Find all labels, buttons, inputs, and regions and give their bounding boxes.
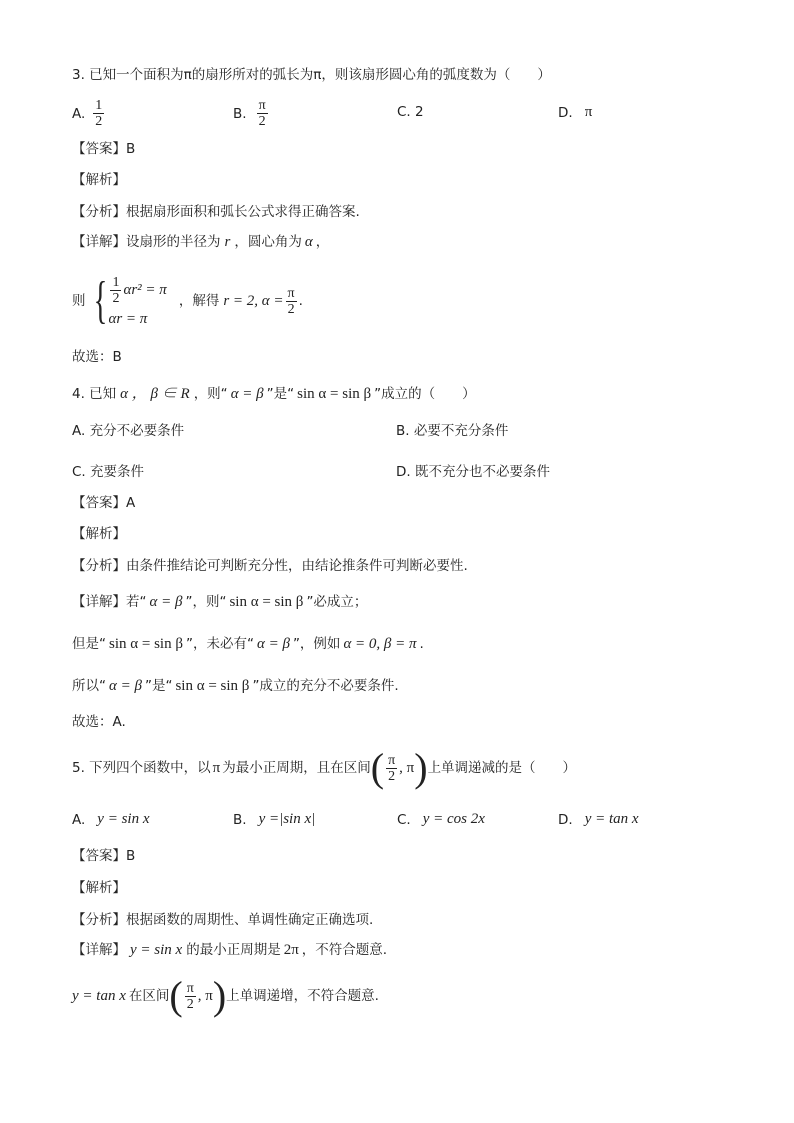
q3-detail: 【详解】设扇形的半径为 r ，圆心角为 α ，	[72, 234, 330, 250]
q3-system: 则 { $\frac{1}{2}$ αr² = π αr = π ，解得 r = 2, α = $\frac{\pi}{2}$ .	[72, 272, 303, 329]
q4-conclusion: 故选：A.	[72, 714, 126, 730]
q4-analysis: 【分析】由条件推结论可判断充分性，由结论推条件可判断必要性.	[72, 558, 468, 574]
q4-detail-2: 但是“ sin α = sin β ”，未必有“ α = β ”，例如 α = 0, β = π .	[72, 636, 424, 652]
q3-option-d: D. π	[558, 104, 593, 121]
q5-answer: 【答案】B	[72, 848, 136, 864]
equation-system: { $\frac{1}{2}$ αr² = π αr = π	[93, 272, 167, 329]
q4-option-a: A. 充分不必要条件	[72, 423, 185, 439]
q3-answer: 【答案】B	[72, 141, 136, 157]
q5-option-d: D. y = tan x	[558, 811, 639, 828]
q5-detail-1: 【详解】 y = sin x 的最小正周期是 2π ，不符合题意.	[72, 942, 388, 958]
q5-analysis-title: 【解析】	[72, 880, 126, 896]
q5-analysis: 【分析】根据函数的周期性、单调性确定正确选项.	[72, 912, 374, 928]
q3-option-b: B. $\frac{\pi}{2}$	[233, 98, 266, 129]
q3-stem: 3. 已知一个面积为π的扇形所对的弧长为π，则该扇形圆心角的弧度数为（ ）	[72, 67, 551, 83]
q3-conclusion: 故选：B	[72, 349, 122, 365]
q3-analysis-title: 【解析】	[72, 172, 126, 188]
q3-option-c: C. 2	[397, 104, 424, 120]
q4-stem: 4. 已知 α ， β ∈ R ，则“ α = β ”是“ sin α = sin β ”成立的（ ）	[72, 386, 476, 402]
q5-stem: 5. 下列四个函数中，以 π 为最小正周期，且在区间 ( $\frac{\pi}{2}$ , π ) 上单调递减的是（ ）	[72, 745, 577, 790]
q5-option-a: A. y = sin x	[72, 811, 150, 828]
q4-detail-1: 【详解】若“ α = β ”，则“ sin α = sin β ”必成立；	[72, 594, 368, 610]
q4-option-d: D. 既不充分也不必要条件	[396, 464, 550, 480]
q4-option-b: B. 必要不充分条件	[396, 423, 509, 439]
q5-option-b: B. y =|sin x|	[233, 811, 316, 828]
q3-option-a: A. $\frac{1}{2}$	[72, 98, 103, 129]
q4-answer: 【答案】A	[72, 495, 136, 511]
q5-detail-2: y = tan x 在区间 ( $\frac{\pi}{2}$ , π ) 上单调递增，不符合题意.	[72, 973, 379, 1018]
q4-detail-3: 所以“ α = β ”是“ sin α = sin β ”成立的充分不必要条件.	[72, 678, 399, 694]
q4-analysis-title: 【解析】	[72, 526, 126, 542]
q4-option-c: C. 充要条件	[72, 464, 145, 480]
q3-analysis: 【分析】根据扇形面积和弧长公式求得正确答案.	[72, 204, 360, 220]
q5-option-c: C. y = cos 2x	[397, 811, 485, 828]
